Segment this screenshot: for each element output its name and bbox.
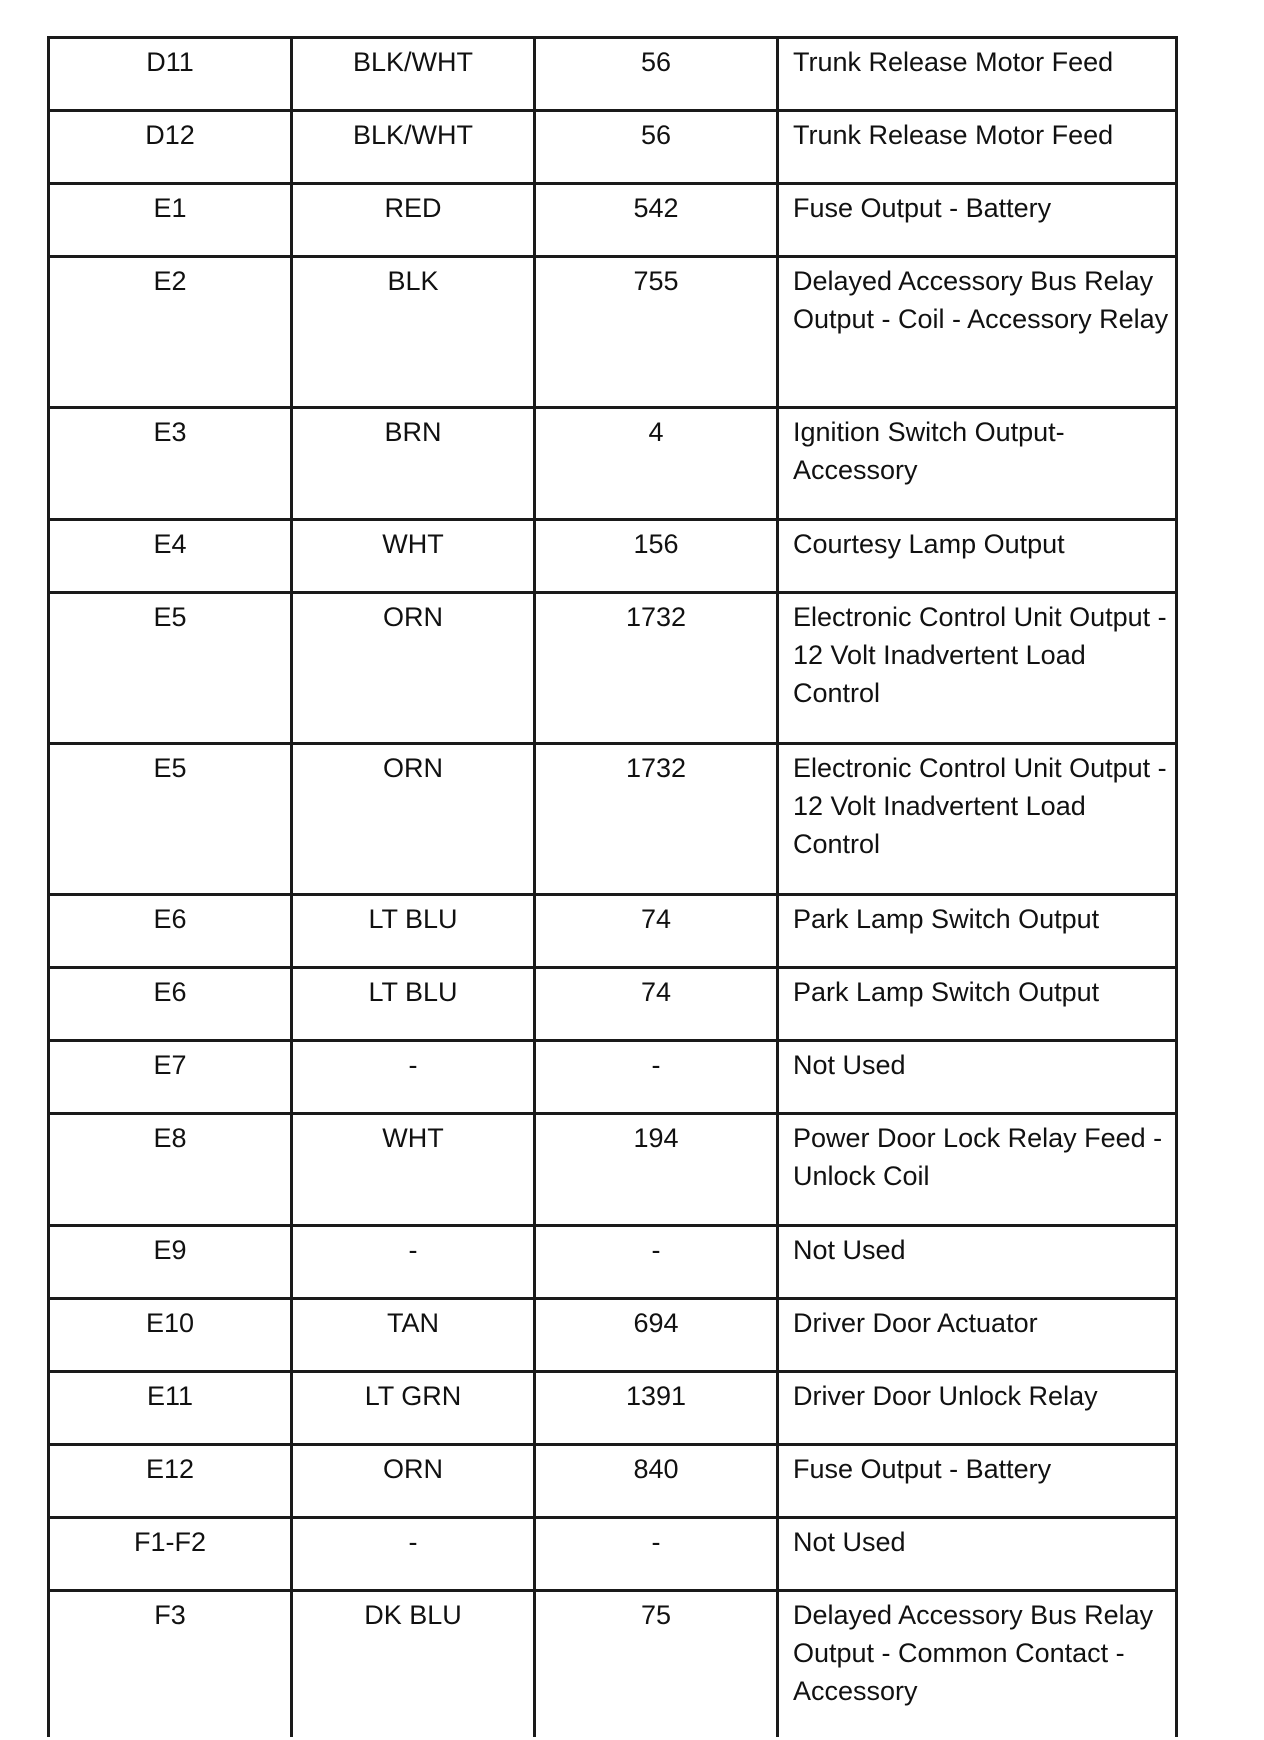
circuit-number-cell: 156	[535, 520, 778, 593]
table-row	[49, 1518, 1177, 1591]
wire-color-cell: BRN	[292, 408, 535, 520]
pin-cell: E11	[49, 1372, 292, 1445]
circuit-number-cell: 4	[535, 408, 778, 520]
wire-color-cell: ORN	[292, 593, 535, 744]
circuit-number-cell: 194	[535, 1114, 778, 1226]
function-cell: Trunk Release Motor Feed	[778, 111, 1177, 184]
table-row	[49, 593, 1177, 744]
table-row	[49, 895, 1177, 968]
pin-cell: E7	[49, 1041, 292, 1114]
circuit-number-cell: 74	[535, 968, 778, 1041]
function-cell: Delayed Accessory Bus Relay Output - Common Contact - Accessory	[778, 1591, 1177, 1737]
pin-cell: F1-F2	[49, 1518, 292, 1591]
pin-cell: E6	[49, 968, 292, 1041]
function-cell: Courtesy Lamp Output	[778, 520, 1177, 593]
circuit-number-cell: 1732	[535, 593, 778, 744]
pin-cell: F3	[49, 1591, 292, 1737]
table-row	[49, 968, 1177, 1041]
pin-cell: D11	[49, 38, 292, 111]
wire-color-cell: BLK/WHT	[292, 111, 535, 184]
pin-cell: E9	[49, 1226, 292, 1299]
connector-pinout-table	[47, 36, 1178, 1737]
circuit-number-cell: 75	[535, 1591, 778, 1737]
table-row	[49, 1299, 1177, 1372]
table-row	[49, 111, 1177, 184]
pin-cell: E8	[49, 1114, 292, 1226]
function-cell: Power Door Lock Relay Feed - Unlock Coil	[778, 1114, 1177, 1226]
wire-color-cell: BLK	[292, 257, 535, 408]
circuit-number-cell: 74	[535, 895, 778, 968]
circuit-number-cell: -	[535, 1518, 778, 1591]
function-cell: Trunk Release Motor Feed	[778, 38, 1177, 111]
wire-color-cell: WHT	[292, 520, 535, 593]
function-cell: Park Lamp Switch Output	[778, 895, 1177, 968]
wire-color-cell: WHT	[292, 1114, 535, 1226]
wire-color-cell: ORN	[292, 744, 535, 895]
wire-color-cell: RED	[292, 184, 535, 257]
pin-cell: E2	[49, 257, 292, 408]
function-cell: Electronic Control Unit Output - 12 Volt Inadvertent Load Control	[778, 744, 1177, 895]
function-cell: Driver Door Actuator	[778, 1299, 1177, 1372]
circuit-number-cell: 56	[535, 111, 778, 184]
function-cell: Park Lamp Switch Output	[778, 968, 1177, 1041]
pin-cell: E6	[49, 895, 292, 968]
function-cell: Fuse Output - Battery	[778, 184, 1177, 257]
wire-color-cell: -	[292, 1226, 535, 1299]
circuit-number-cell: 694	[535, 1299, 778, 1372]
circuit-number-cell: 56	[535, 38, 778, 111]
table-row	[49, 1591, 1177, 1737]
function-cell: Fuse Output - Battery	[778, 1445, 1177, 1518]
table-row	[49, 38, 1177, 111]
table-row	[49, 1372, 1177, 1445]
wire-color-cell: DK BLU	[292, 1591, 535, 1737]
circuit-number-cell: -	[535, 1041, 778, 1114]
pin-cell: D12	[49, 111, 292, 184]
function-cell: Ignition Switch Output- Accessory	[778, 408, 1177, 520]
pin-cell: E12	[49, 1445, 292, 1518]
circuit-number-cell: 542	[535, 184, 778, 257]
wire-color-cell: ORN	[292, 1445, 535, 1518]
pin-cell: E10	[49, 1299, 292, 1372]
pin-cell: E1	[49, 184, 292, 257]
table-row	[49, 1114, 1177, 1226]
circuit-number-cell: 755	[535, 257, 778, 408]
wire-color-cell: LT GRN	[292, 1372, 535, 1445]
pin-cell: E3	[49, 408, 292, 520]
table-row	[49, 257, 1177, 408]
wire-color-cell: BLK/WHT	[292, 38, 535, 111]
circuit-number-cell: 1391	[535, 1372, 778, 1445]
circuit-number-cell: 840	[535, 1445, 778, 1518]
function-cell: Delayed Accessory Bus Relay Output - Coil - Accessory Relay	[778, 257, 1177, 408]
wire-color-cell: LT BLU	[292, 895, 535, 968]
wire-color-cell: -	[292, 1518, 535, 1591]
function-cell: Electronic Control Unit Output - 12 Volt Inadvertent Load Control	[778, 593, 1177, 744]
table-row	[49, 1445, 1177, 1518]
table-row	[49, 184, 1177, 257]
wire-color-cell: TAN	[292, 1299, 535, 1372]
wire-color-cell: LT BLU	[292, 968, 535, 1041]
function-cell: Not Used	[778, 1226, 1177, 1299]
function-cell: Not Used	[778, 1041, 1177, 1114]
table-row	[49, 1226, 1177, 1299]
pin-cell: E4	[49, 520, 292, 593]
pin-cell: E5	[49, 744, 292, 895]
pin-cell: E5	[49, 593, 292, 744]
function-cell: Driver Door Unlock Relay	[778, 1372, 1177, 1445]
circuit-number-cell: -	[535, 1226, 778, 1299]
table-row	[49, 744, 1177, 895]
function-cell: Not Used	[778, 1518, 1177, 1591]
table-row	[49, 408, 1177, 520]
table-row	[49, 520, 1177, 593]
table-row	[49, 1041, 1177, 1114]
circuit-number-cell: 1732	[535, 744, 778, 895]
wire-color-cell: -	[292, 1041, 535, 1114]
